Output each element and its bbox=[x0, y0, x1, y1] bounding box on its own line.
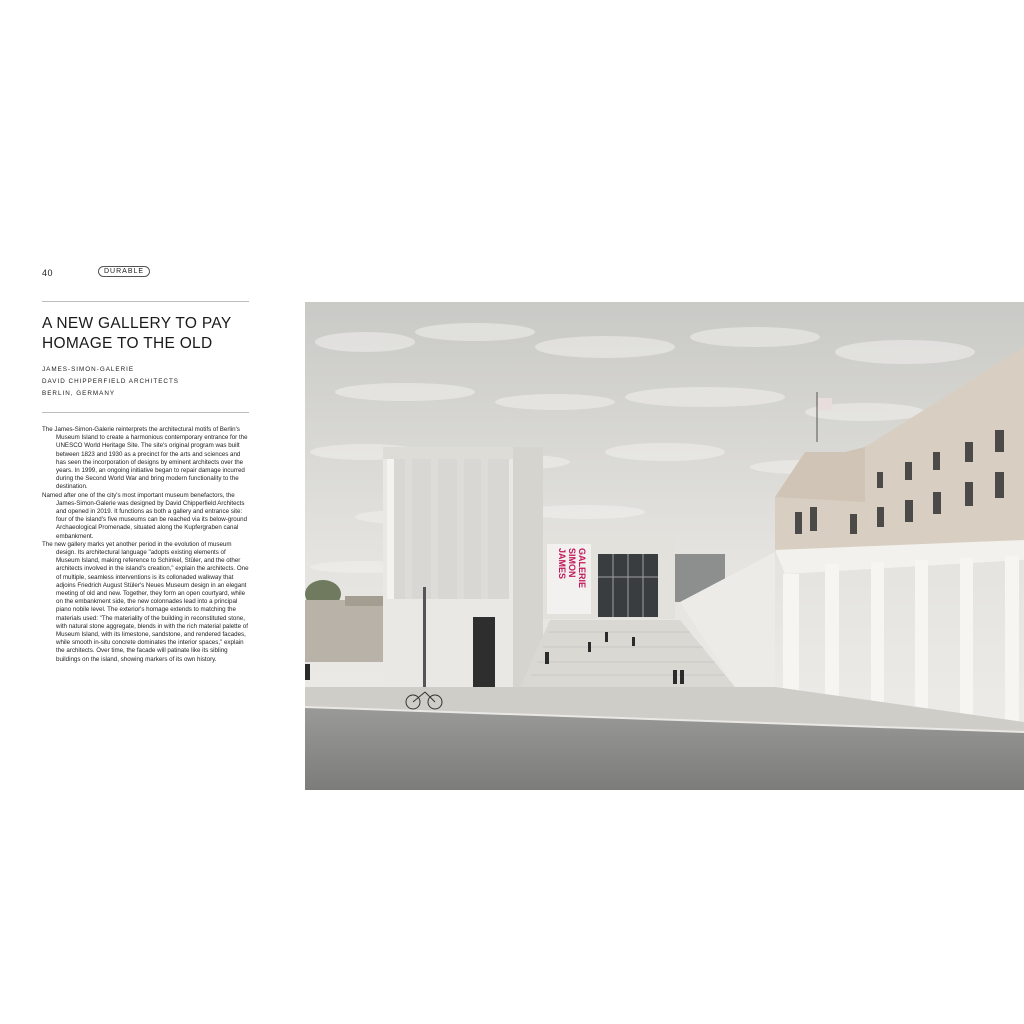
divider-bottom bbox=[42, 412, 249, 413]
building-photo bbox=[305, 302, 1024, 790]
paragraph: Named after one of the city's most important museum benefactors, the James-Simon-Galerie was designed by David Chipperfield Architects and opened in 2019. It functions as both a gallery and entrance site: four of the island's five museums can be reached via its below-ground Archaeological Promenade, situated along the Kupfergraben canal embankment. bbox=[42, 491, 248, 540]
article-title: A NEW GALLERY TO PAY HOMAGE TO THE OLD bbox=[42, 315, 232, 352]
article-body bbox=[42, 426, 251, 664]
distant-building bbox=[305, 600, 383, 662]
project-meta bbox=[42, 364, 179, 400]
flag bbox=[818, 398, 832, 410]
paragraph: The new gallery marks yet another period in the evolution of museum design. Its architectural language "adopts existing elements of Museum Island, making reference to Schinkel, Stüler, and the other architects involved in the island's creation," explain the architects. One of multiple, seamless interventions is its collonaded walkway that adjoins Friedrich August Stüler's Neues Museum design in an elegant meeting of old and new. Together, they form an open courtyard, while on the embankment side, the new colonnades lead into a principal piano nobile level. The exterior's homage extends to matching the materials used: "The materiality of the building in reconstituted stone, with natural stone aggregate, blends in with the rich material palette of Museum Island, with its limestone, sandstone, and rendered facades, while smooth in-situ concrete dominates the interior spaces," explain the architects. Over time, the facade will patinate like its sibling buildings on the island, showing markers of its own history. bbox=[42, 540, 249, 663]
lamp-post bbox=[423, 587, 426, 687]
paragraph: The James-Simon-Galerie reinterprets the architectural motifs of Berlin's Museum Island to create a harmonious contemporary entrance for the UNESCO World Heritage Site. The site's original program was built between 1823 and 1930 as a precinct for the arts and sciences and has seen the incorporation of designs by eminent architects over the years. In 1999, an ongoing initiative began to repair damage incurred during the Second World War and bring modern functionality to the destination. bbox=[42, 426, 248, 491]
architect-name: DAVID CHIPPERFIELD ARCHITECTS bbox=[42, 378, 179, 385]
project-location: BERLIN, GERMANY bbox=[42, 390, 116, 397]
banner-text: GALERIE bbox=[577, 548, 587, 589]
banner-text: JAMES bbox=[557, 548, 567, 580]
gallery-door bbox=[473, 617, 495, 687]
page-number: 40 bbox=[42, 268, 54, 278]
banner-text: SIMON bbox=[567, 548, 577, 578]
project-name: JAMES-SIMON-GALERIE bbox=[42, 366, 135, 373]
chapter-tag: DURABLE bbox=[98, 266, 150, 277]
divider-top bbox=[42, 301, 249, 302]
